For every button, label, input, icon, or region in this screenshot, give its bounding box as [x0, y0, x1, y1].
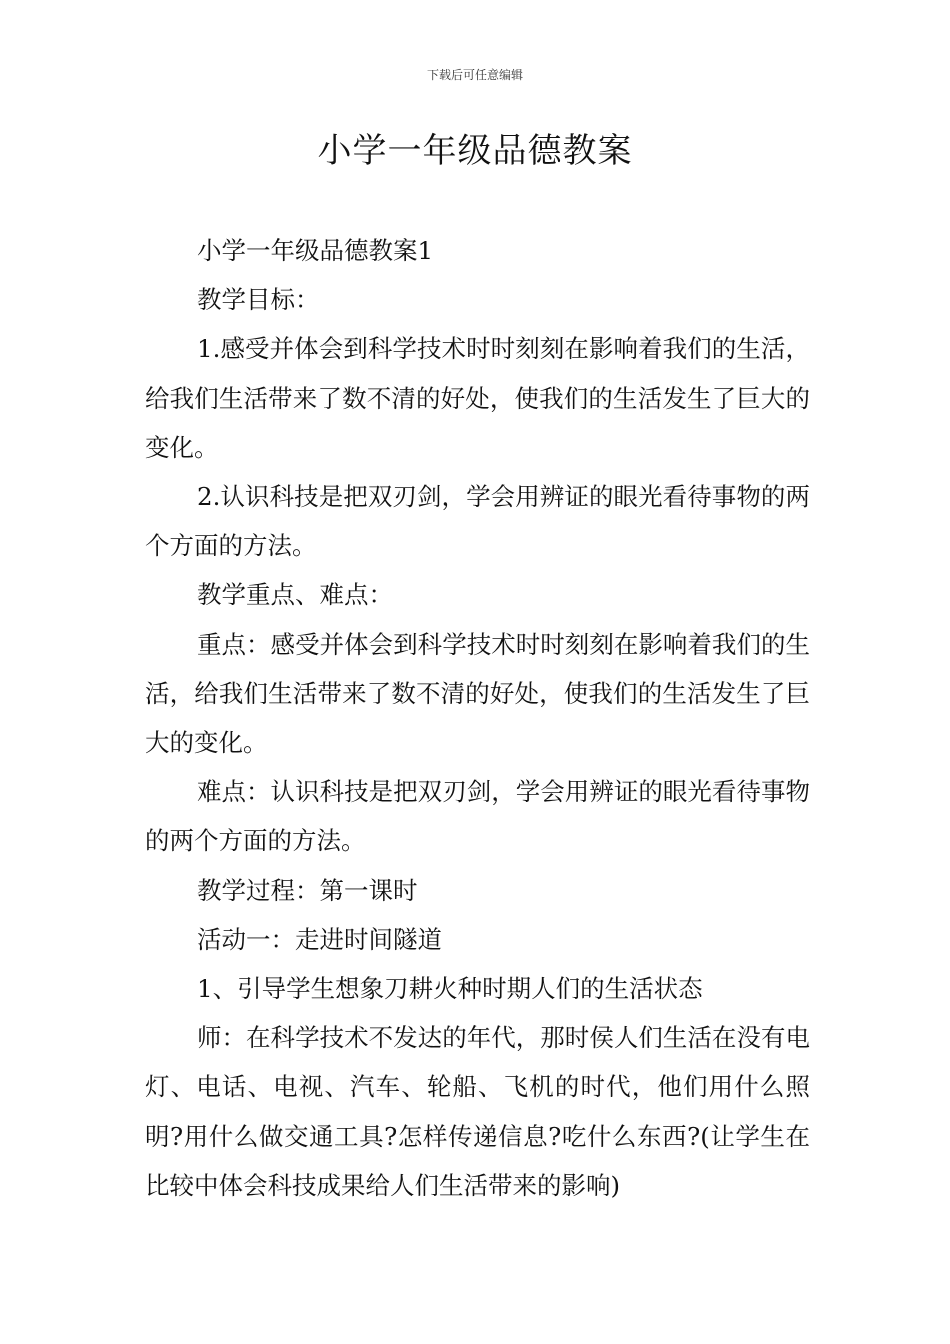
goal-item-2: 2.认识科技是把双刃剑，学会用辨证的眼光看待事物的两个方面的方法。 [145, 482, 810, 561]
key-point-paragraph: 重点：感受并体会到科学技术时时刻刻在影响着我们的生活，给我们生活带来了数不清的好处，使我们的生活发生了巨大的变化。 [145, 629, 810, 758]
document-body [145, 226, 810, 1210]
teaching-goals-label: 教学目标： [197, 285, 320, 315]
section-heading: 小学一年级品德教案1 [197, 236, 434, 265]
difficult-point-paragraph: 难点：认识科技是把双刃剑，学会用辨证的眼光看待事物的两个方面的方法。 [145, 777, 810, 856]
teacher-paragraph: 师：在科学技术不发达的年代，那时侯人们生活在没有电灯、电话、电视、汽车、轮船、飞机的时代，他们用什么照明?用什么做交通工具?怎样传递信息?吃什么东西?(让学生在比较中体会科技成果给人们生活带来的影响) [145, 1023, 810, 1200]
header-note: 下载后可任意编辑 [426, 68, 523, 82]
process-label: 教学过程：第一课时 [197, 875, 418, 905]
activity-step-1: 1、引导学生想象刀耕火种时期人们的生活状态 [197, 974, 703, 1004]
key-points-label: 教学重点、难点： [197, 580, 393, 610]
activity-heading: 活动一：走进时间隧道 [197, 924, 442, 954]
goal-item-1: 1.感受并体会到科学技术时时刻刻在影响着我们的生活，给我们生活带来了数不清的好处，使我们的生活发生了巨大的变化。 [145, 334, 810, 462]
document-title: 小学一年级品德教案 [317, 131, 633, 171]
